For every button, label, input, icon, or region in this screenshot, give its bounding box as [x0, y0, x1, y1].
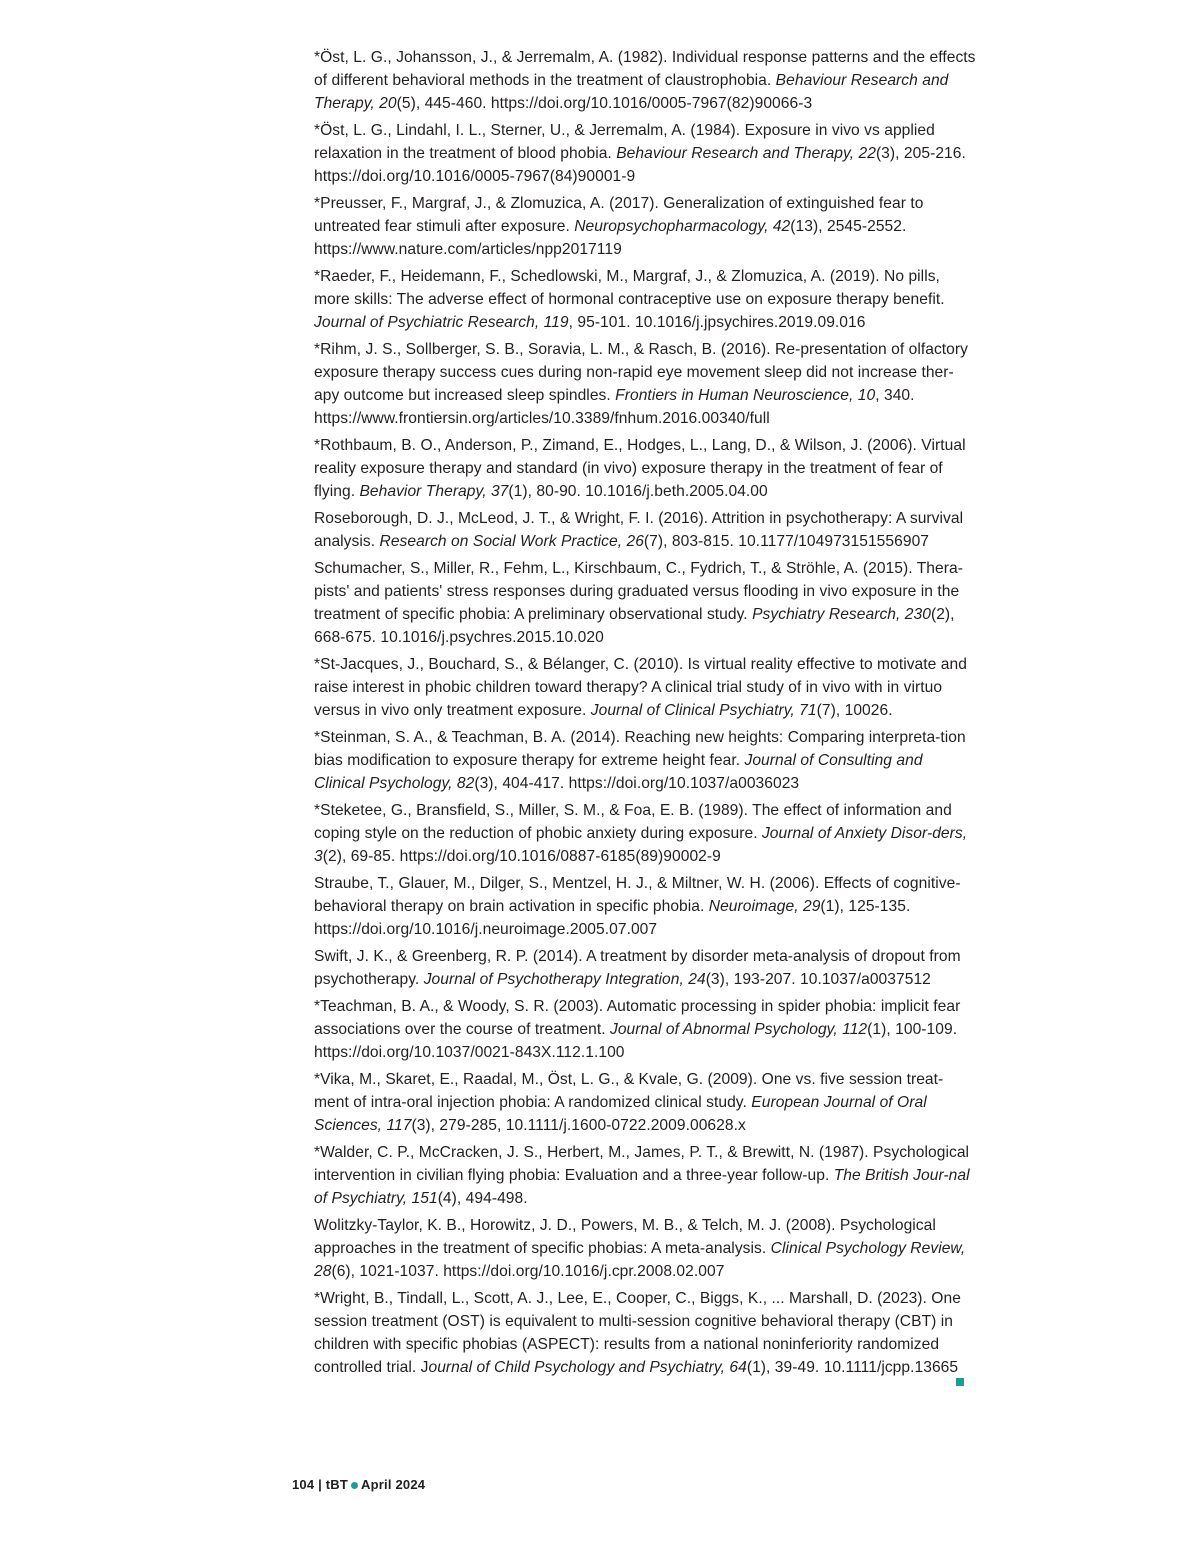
reference-entry: *Rothbaum, B. O., Anderson, P., Zimand, E., Hodges, L., Lang, D., & Wilson, J. (2006). Virtual reality exposure therapy and standard (in vivo) exposure therapy in the treatment of fear of flying. Behavior Therapy, 37(1), 80-90. 10.1016/j.beth.2005.04.00	[314, 437, 966, 500]
reference-entry: *Öst, L. G., Johansson, J., & Jerremalm, A. (1982). Individual response patterns and the effects of different behavioral methods in the treatment of claustrophobia. Behaviour Research and Therapy, 20(5), 445-460. https://doi.org/10.1016/0005-7967(82)90066-3	[314, 49, 976, 112]
reference-entry: *Rihm, J. S., Sollberger, S. B., Soravia, L. M., & Rasch, B. (2016). Re-presentation of olfactory exposure therapy success cues during non-rapid eye movement sleep did not increase ther-apy outcome but increased sleep spindles. Frontiers in Human Neuroscience, 10, 340. https://www.frontiersin.org/articles/10.3389/fnhum.2016.00340/full	[314, 341, 968, 427]
publication-name: tBT	[325, 1477, 349, 1492]
reference-entry: *Steinman, S. A., & Teachman, B. A. (2014). Reaching new heights: Comparing interpreta-tion bias modification to exposure therapy for extreme height fear. Journal of Consulting and Clinical Psychology, 82(3), 404-417. https://doi.org/10.1037/a0036023	[314, 729, 966, 792]
page-number: 104	[292, 1477, 315, 1492]
reference-entry: *Vika, M., Skaret, E., Raadal, M., Öst, L. G., & Kvale, G. (2009). One vs. five session treat-ment of intra-oral injection phobia: A randomized clinical study. European Journal of Oral Sciences, 117(3), 279-285, 10.1111/j.1600-0722.2009.00628.x	[314, 1071, 944, 1134]
reference-entry: Wolitzky-Taylor, K. B., Horowitz, J. D., Powers, M. B., & Telch, M. J. (2008). Psychological approaches in the treatment of specific phobias: A meta-analysis. Clinical Psychology Review, 28(6), 1021-1037. https://doi.org/10.1016/j.cpr.2008.02.007	[314, 1217, 966, 1280]
footer-separator: |	[318, 1477, 322, 1492]
reference-entry: *Öst, L. G., Lindahl, I. L., Sterner, U., & Jerremalm, A. (1984). Exposure in vivo vs applied relaxation in the treatment of blood phobia. Behaviour Research and Therapy, 22(3), 205-216. https://doi.org/10.1016/0005-7967(84)90001-9	[314, 122, 966, 185]
reference-entry: Roseborough, D. J., McLeod, J. T., & Wright, F. I. (2016). Attrition in psychotherapy: A survival analysis. Research on Social Work Practice, 26(7), 803-815. 10.1177/104973151556907	[314, 510, 964, 550]
reference-entry: *Wright, B., Tindall, L., Scott, A. J., Lee, E., Cooper, C., Biggs, K., ... Marshall, D. (2023). One session treatment (OST) is equivalent to multi-session cognitive behavioral therapy (CBT) in children with specific phobias (ASPECT): results from a national noninferiority randomized controlled trial. Journal of Child Psychology and Psychiatry, 64(1), 39-49. 10.1111/jcpp.13665	[314, 1290, 961, 1376]
end-of-article-square-icon	[956, 1378, 964, 1386]
page-footer	[292, 1477, 425, 1492]
reference-entry: Schumacher, S., Miller, R., Fehm, L., Kirschbaum, C., Fydrich, T., & Ströhle, A. (2015). Thera-pists' and patients' stress responses during graduated versus flooding in vivo exposure in the treatment of specific phobia: A preliminary observational study. Psychiatry Research, 230(2), 668-675. 10.1016/j.psychres.2015.10.020	[314, 560, 963, 646]
reference-entry: *Walder, C. P., McCracken, J. S., Herbert, M., James, P. T., & Brewitt, N. (1987). Psychological intervention in civilian flying phobia: Evaluation and a three-year follow-up. The British Jour-nal of Psychiatry, 151(4), 494-498.	[314, 1144, 970, 1207]
issue-date: April 2024	[361, 1477, 426, 1492]
reference-entry: *Preusser, F., Margraf, J., & Zlomuzica, A. (2017). Generalization of extinguished fear to untreated fear stimuli after exposure. Neuropsychopharmacology, 42(13), 2545-2552. https://www.nature.com/articles/npp2017119	[314, 195, 924, 258]
reference-entry: *Raeder, F., Heidemann, F., Schedlowski, M., Margraf, J., & Zlomuzica, A. (2019). No pills, more skills: The adverse effect of hormonal contraceptive use on exposure therapy benefit. Journal of Psychiatric Research, 119, 95-101. 10.1016/j.jpsychires.2019.09.016	[314, 268, 945, 331]
reference-entry: Swift, J. K., & Greenberg, R. P. (2014). A treatment by disorder meta-analysis of dropout from psychotherapy. Journal of Psychotherapy Integration, 24(3), 193-207. 10.1037/a0037512	[314, 948, 961, 988]
reference-entry: Straube, T., Glauer, M., Dilger, S., Mentzel, H. J., & Miltner, W. H. (2006). Effects of cognitive-behavioral therapy on brain activation in specific phobia. Neuroimage, 29(1), 125-135. https://doi.org/10.1016/j.neuroimage.2005.07.007	[314, 875, 961, 938]
reference-list	[314, 46, 976, 1383]
bullet-dot-icon	[351, 1482, 358, 1489]
reference-entry: *St-Jacques, J., Bouchard, S., & Bélanger, C. (2010). Is virtual reality effective to motivate and raise interest in phobic children toward therapy? A clinical trial study of in vivo with in virtuo versus in vivo only treatment exposure. Journal of Clinical Psychiatry, 71(7), 10026.	[314, 656, 967, 719]
reference-entry: *Teachman, B. A., & Woody, S. R. (2003). Automatic processing in spider phobia: implicit fear associations over the course of treatment. Journal of Abnormal Psychology, 112(1), 100-109. https://doi.org/10.1037/0021-843X.112.1.100	[314, 998, 961, 1061]
reference-entry: *Steketee, G., Bransfield, S., Miller, S. M., & Foa, E. B. (1989). The effect of information and coping style on the reduction of phobic anxiety during exposure. Journal of Anxiety Disor-ders, 3(2), 69-85. https://doi.org/10.1016/0887-6185(89)90002-9	[314, 802, 968, 865]
